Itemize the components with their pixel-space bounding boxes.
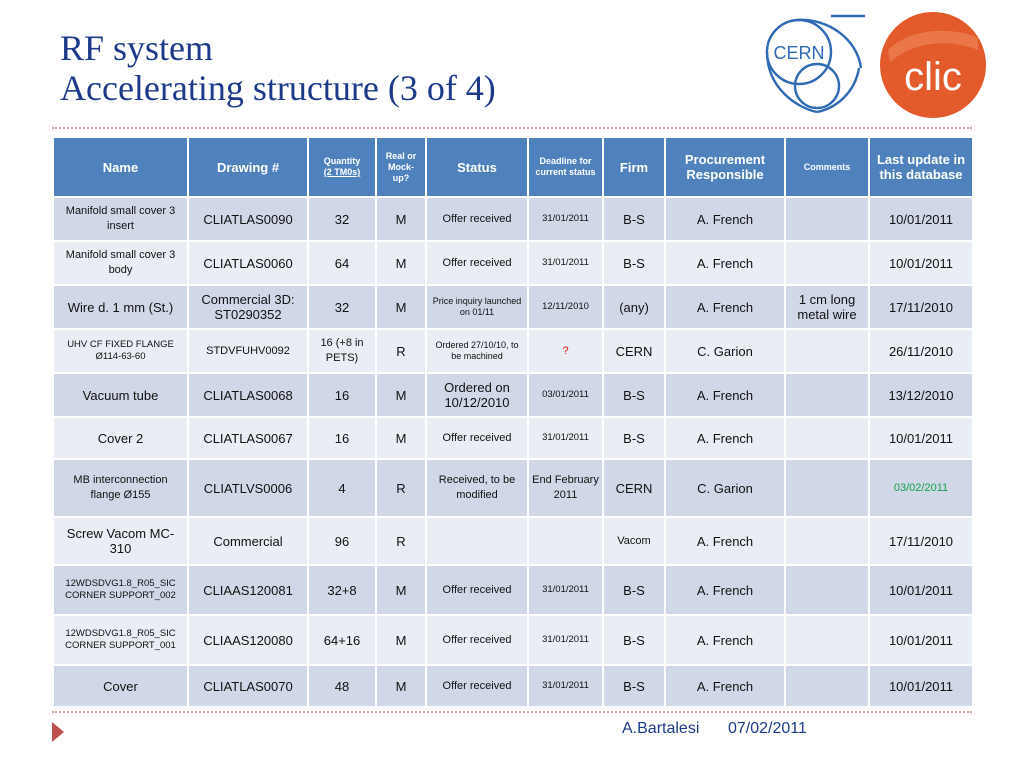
accelerating-structure-table [52, 136, 974, 708]
cell-deadline: 31/01/2011 [528, 615, 603, 665]
table-row [53, 285, 973, 329]
cell-firm: B-S [603, 197, 665, 241]
cell-status: Offer received [426, 665, 528, 707]
cell-drawing: CLIATLAS0067 [188, 417, 308, 459]
cell-name: Screw Vacom MC-310 [53, 517, 188, 565]
cell-deadline: 03/01/2011 [528, 373, 603, 417]
cell-quantity: 16 [308, 417, 376, 459]
table-row [53, 459, 973, 517]
table-row [53, 373, 973, 417]
cell-comments [785, 197, 869, 241]
cell-quantity: 32 [308, 285, 376, 329]
cell-last-update: 03/02/2011 [869, 459, 973, 517]
cell-responsible: C. Garion [665, 459, 785, 517]
cell-real: M [376, 615, 426, 665]
cell-firm: CERN [603, 329, 665, 373]
cell-drawing: Commercial 3D: ST0290352 [188, 285, 308, 329]
cell-deadline: End February 2011 [528, 459, 603, 517]
cell-firm: B-S [603, 665, 665, 707]
clic-logo-text: clic [904, 55, 962, 99]
cell-real: R [376, 459, 426, 517]
cell-deadline: 31/01/2011 [528, 665, 603, 707]
cell-quantity: 96 [308, 517, 376, 565]
cell-last-update: 17/11/2010 [869, 517, 973, 565]
table-row [53, 565, 973, 615]
cell-firm: B-S [603, 241, 665, 285]
cell-comments [785, 459, 869, 517]
cell-name: Cover [53, 665, 188, 707]
cell-firm: B-S [603, 417, 665, 459]
cell-drawing: CLIATLAS0068 [188, 373, 308, 417]
cell-name: Manifold small cover 3 insert [53, 197, 188, 241]
table-row [53, 665, 973, 707]
header-comments: Comments [785, 137, 869, 197]
cern-logo [757, 8, 869, 120]
cell-firm: B-S [603, 373, 665, 417]
header-drawing: Drawing # [188, 137, 308, 197]
cell-real: M [376, 417, 426, 459]
cell-drawing: CLIATLAS0070 [188, 665, 308, 707]
cell-name: UHV CF FIXED FLANGE Ø114-63-60 [53, 329, 188, 373]
cell-real: M [376, 373, 426, 417]
title-line-2: Accelerating structure (3 of 4) [60, 68, 496, 108]
cell-comments: 1 cm long metal wire [785, 285, 869, 329]
cell-last-update: 13/12/2010 [869, 373, 973, 417]
footer-date: 07/02/2011 [728, 720, 807, 737]
cell-drawing: CLIAAS120081 [188, 565, 308, 615]
header-firm: Firm [603, 137, 665, 197]
cell-status [426, 517, 528, 565]
cell-last-update: 26/11/2010 [869, 329, 973, 373]
cell-comments [785, 665, 869, 707]
cell-firm: (any) [603, 285, 665, 329]
header-last-update: Last update in this database [869, 137, 973, 197]
cell-real: M [376, 665, 426, 707]
cell-real: M [376, 285, 426, 329]
cell-real: R [376, 329, 426, 373]
table-row [53, 417, 973, 459]
cell-quantity: 16 (+8 in PETS) [308, 329, 376, 373]
cell-drawing: CLIATLAS0090 [188, 197, 308, 241]
cell-quantity: 64 [308, 241, 376, 285]
cell-comments [785, 241, 869, 285]
cell-comments [785, 373, 869, 417]
cell-real: M [376, 241, 426, 285]
cell-quantity: 48 [308, 665, 376, 707]
cell-deadline: 31/01/2011 [528, 197, 603, 241]
table-row [53, 517, 973, 565]
cell-comments [785, 417, 869, 459]
cell-responsible: A. French [665, 197, 785, 241]
cell-responsible: A. French [665, 373, 785, 417]
cell-firm: CERN [603, 459, 665, 517]
cell-last-update: 10/01/2011 [869, 665, 973, 707]
cell-deadline: 31/01/2011 [528, 241, 603, 285]
title-line-1: RF system [60, 28, 214, 68]
cell-drawing: STDVFUHV0092 [188, 329, 308, 373]
cell-real: M [376, 197, 426, 241]
cell-firm: B-S [603, 565, 665, 615]
cell-drawing: CLIATLAS0060 [188, 241, 308, 285]
slide-title [60, 28, 496, 108]
cell-responsible: A. French [665, 241, 785, 285]
cell-comments [785, 565, 869, 615]
table-row [53, 241, 973, 285]
cell-quantity: 16 [308, 373, 376, 417]
cell-name: Vacuum tube [53, 373, 188, 417]
table-header-row [53, 137, 973, 197]
cell-status: Ordered 27/10/10, to be machined [426, 329, 528, 373]
cell-firm: B-S [603, 615, 665, 665]
cell-last-update: 10/01/2011 [869, 615, 973, 665]
cell-comments [785, 517, 869, 565]
cell-deadline: 31/01/2011 [528, 565, 603, 615]
cell-real: M [376, 565, 426, 615]
header-real-or-mockup: Real or Mock-up? [376, 137, 426, 197]
cell-responsible: A. French [665, 665, 785, 707]
header-procurement: Procurement Responsible [665, 137, 785, 197]
cell-status: Offer received [426, 197, 528, 241]
cell-last-update: 10/01/2011 [869, 241, 973, 285]
cern-logo-text: CERN [773, 43, 825, 63]
cell-name: 12WDSDVG1.8_R05_SIC CORNER SUPPORT_001 [53, 615, 188, 665]
cell-name: Cover 2 [53, 417, 188, 459]
cell-status: Offer received [426, 241, 528, 285]
cell-quantity: 32 [308, 197, 376, 241]
cell-deadline: 12/11/2010 [528, 285, 603, 329]
cell-responsible: A. French [665, 517, 785, 565]
cell-last-update: 10/01/2011 [869, 417, 973, 459]
cell-comments [785, 329, 869, 373]
cell-deadline: ? [528, 329, 603, 373]
cell-responsible: A. French [665, 565, 785, 615]
cell-status: Offer received [426, 417, 528, 459]
header-status: Status [426, 137, 528, 197]
cell-status: Received, to be modified [426, 459, 528, 517]
cell-drawing: CLIATLVS0006 [188, 459, 308, 517]
cell-responsible: A. French [665, 285, 785, 329]
table-row [53, 329, 973, 373]
cell-responsible: A. French [665, 615, 785, 665]
cell-deadline [528, 517, 603, 565]
header-quantity: Quantity (2 TM0s) [308, 137, 376, 197]
cell-quantity: 64+16 [308, 615, 376, 665]
table-row [53, 197, 973, 241]
clic-logo [878, 10, 988, 120]
header-deadline: Deadline for current status [528, 137, 603, 197]
cell-comments [785, 615, 869, 665]
cell-name: Wire d. 1 mm (St.) [53, 285, 188, 329]
cell-status: Offer received [426, 615, 528, 665]
cell-last-update: 17/11/2010 [869, 285, 973, 329]
cell-last-update: 10/01/2011 [869, 565, 973, 615]
cell-quantity: 32+8 [308, 565, 376, 615]
cell-status: Price inquiry launched on 01/11 [426, 285, 528, 329]
cell-real: R [376, 517, 426, 565]
cell-responsible: A. French [665, 417, 785, 459]
cell-responsible: C. Garion [665, 329, 785, 373]
cell-name: MB interconnection flange Ø155 [53, 459, 188, 517]
cell-quantity: 4 [308, 459, 376, 517]
cell-drawing: CLIAAS120080 [188, 615, 308, 665]
cell-firm: Vacom [603, 517, 665, 565]
cell-drawing: Commercial [188, 517, 308, 565]
divider-top [52, 127, 972, 129]
cell-status: Offer received [426, 565, 528, 615]
cell-deadline: 31/01/2011 [528, 417, 603, 459]
table-row [53, 615, 973, 665]
cell-last-update: 10/01/2011 [869, 197, 973, 241]
footer-author: A.Bartalesi [622, 720, 700, 737]
divider-bottom [52, 711, 972, 713]
cell-name: 12WDSDVG1.8_R05_SIC CORNER SUPPORT_002 [53, 565, 188, 615]
triangle-right-icon [52, 722, 64, 742]
cell-status: Ordered on 10/12/2010 [426, 373, 528, 417]
header-name: Name [53, 137, 188, 197]
cell-name: Manifold small cover 3 body [53, 241, 188, 285]
